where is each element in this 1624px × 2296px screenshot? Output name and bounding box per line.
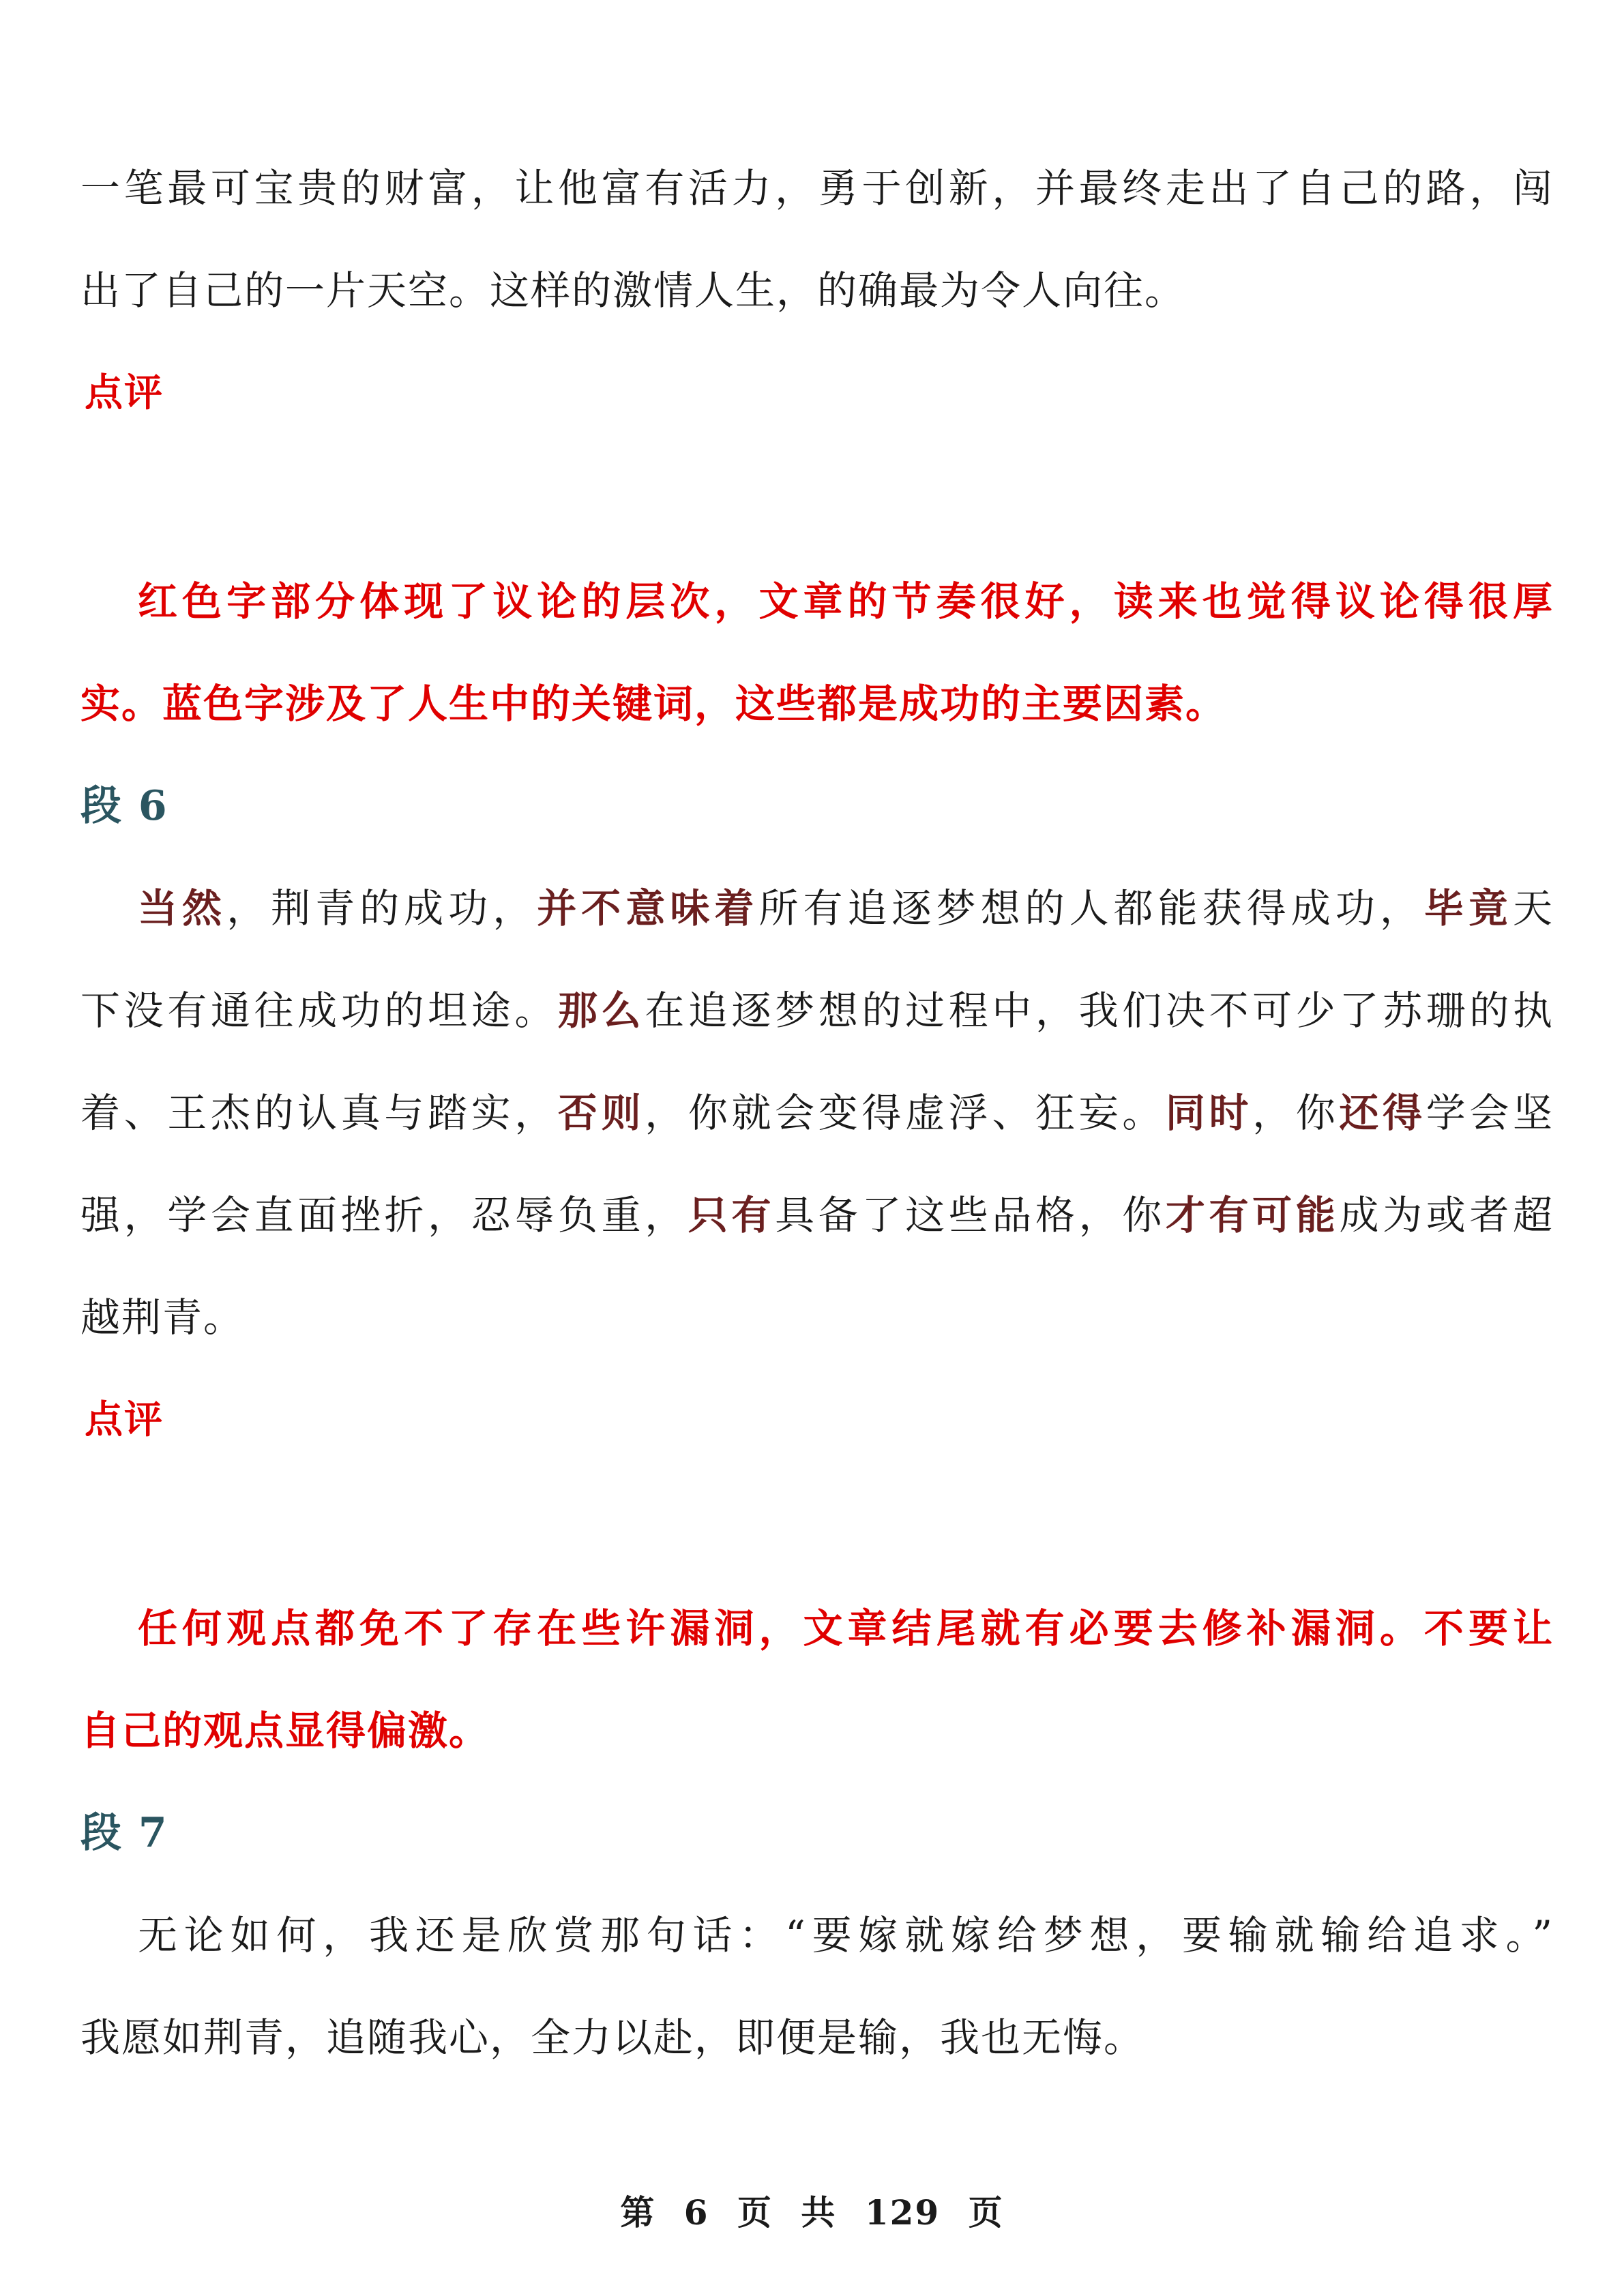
text-run: ，你就会变得虚浮、狂妄。 [645, 1090, 1166, 1136]
footer-gong: 共 [801, 2192, 837, 2233]
text-run: 下没有通往成功的坦途。 [80, 987, 558, 1034]
page-footer [0, 2189, 1624, 2237]
para6-line-2 [80, 983, 1554, 1038]
section-heading-6: 段 6 [80, 782, 168, 830]
comment-label: 点评 [85, 1397, 164, 1442]
footer-di: 第 [620, 2192, 656, 2233]
text-run: 具备了这些品格，你 [775, 1192, 1166, 1238]
keyword: 否则 [557, 1090, 645, 1136]
keyword: 当然 [138, 885, 227, 931]
comment5-line-2: 实。蓝色字涉及了人生中的关键词，这些都是成功的主要因素。 [80, 681, 1227, 727]
para6-line-4 [80, 1188, 1554, 1242]
text-run: 强，学会直面挫折，忍辱负重， [80, 1192, 688, 1238]
section-heading-7: 段 7 [80, 1809, 168, 1857]
text-run: 所有追逐梦想的人都能获得成功， [758, 885, 1424, 931]
para7-line-1: 无论如何，我还是欣赏那句话：“要嫁就嫁给梦想，要输就输给追求。” [138, 1912, 1554, 1958]
text-run: 在追逐梦想的过程中，我们决不可少了苏珊的执 [645, 987, 1554, 1034]
para6-line-3 [80, 1086, 1554, 1140]
keyword: 还得 [1339, 1090, 1426, 1136]
text-run: 着、王杰的认真与踏实， [80, 1090, 558, 1136]
comment5-line-1: 红色字部分体现了议论的层次，文章的节奏很好，读来也觉得议论得很厚 [138, 578, 1554, 625]
keyword: 才有可能 [1165, 1192, 1340, 1238]
comment-label: 点评 [85, 370, 164, 415]
para5-line-1: 一笔最可宝贵的财富，让他富有活力，勇于创新，并最终走出了自己的路，闯 [80, 165, 1554, 211]
para7-line-2: 我愿如荆青，追随我心，全力以赴，即便是输，我也无悔。 [80, 2014, 1145, 2061]
text-run: 成为或者超 [1339, 1192, 1554, 1238]
footer-page-number: 6 [683, 2192, 709, 2233]
keyword: 那么 [558, 987, 645, 1034]
para6-line-1 [80, 881, 1554, 936]
footer-total-pages: 129 [864, 2192, 941, 2233]
keyword: 毕竟 [1423, 885, 1513, 931]
footer-ye: 页 [968, 2192, 1004, 2233]
para5-line-2: 出了自己的一片天空。这样的激情人生，的确最为令人向往。 [80, 267, 1186, 314]
text-run: ，荆青的成功， [226, 885, 537, 931]
comment6-line-1: 任何观点都免不了存在些许漏洞，文章结尾就有必要去修补漏洞。不要让 [138, 1605, 1554, 1652]
para6-line-5: 越荆青。 [80, 1294, 245, 1341]
keyword: 并不意味着 [537, 885, 759, 931]
text-run: 天 [1512, 885, 1554, 931]
keyword: 同时 [1165, 1090, 1253, 1136]
keyword: 只有 [688, 1192, 776, 1238]
text-run: ，你 [1252, 1090, 1340, 1136]
comment6-line-2: 自己的观点显得偏激。 [80, 1708, 490, 1754]
footer-ye: 页 [737, 2192, 773, 2233]
text-run: 学会坚 [1426, 1090, 1554, 1136]
